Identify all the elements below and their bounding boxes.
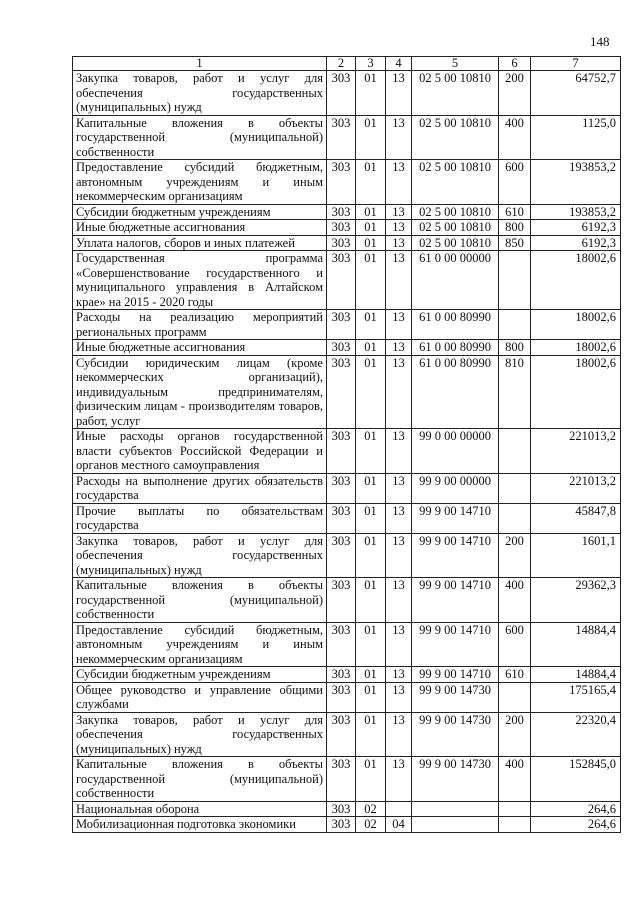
row-target-article-cell: 99 9 00 14710 — [412, 578, 499, 623]
table-row — [73, 115, 621, 160]
row-name-cell: Иные расходы органов государственной власти субъектов Российской Федерации и органов местного самоуправления — [73, 429, 327, 474]
row-section-cell: 01 — [356, 340, 386, 356]
table-row — [73, 355, 621, 429]
row-target-article-cell: 02 5 00 10810 — [412, 71, 499, 116]
row-target-article-cell: 99 9 00 14730 — [412, 682, 499, 712]
row-target-article-cell: 99 9 00 14730 — [412, 712, 499, 757]
row-subsection-cell: 13 — [386, 757, 412, 802]
row-amount-cell: 18002,6 — [531, 251, 621, 310]
row-admin-code-cell: 303 — [327, 682, 356, 712]
row-expense-type-cell: 600 — [499, 622, 531, 667]
row-amount-cell: 14884,4 — [531, 667, 621, 683]
table-row — [73, 757, 621, 802]
row-target-article-cell: 99 9 00 14710 — [412, 622, 499, 667]
row-expense-type-cell — [499, 682, 531, 712]
row-name-cell: Субсидии юридическим лицам (кроме некоммерческих организаций), индивидуальным предпринимателям, физическим лицам - производителям товаров, работ, услуг — [73, 355, 327, 429]
row-admin-code-cell: 303 — [327, 712, 356, 757]
row-section-cell: 01 — [356, 310, 386, 340]
row-amount-cell: 18002,6 — [531, 310, 621, 340]
row-section-cell: 01 — [356, 578, 386, 623]
row-admin-code-cell: 303 — [327, 667, 356, 683]
row-target-article-cell: 99 9 00 14730 — [412, 757, 499, 802]
row-admin-code-cell: 303 — [327, 429, 356, 474]
column-header: 6 — [499, 57, 531, 71]
row-subsection-cell: 13 — [386, 533, 412, 578]
row-name-cell: Капитальные вложения в объекты государственной (муниципальной) собственности — [73, 578, 327, 623]
row-subsection-cell: 13 — [386, 429, 412, 474]
row-admin-code-cell: 303 — [327, 622, 356, 667]
row-name-cell: Субсидии бюджетным учреждениям — [73, 204, 327, 220]
row-subsection-cell: 13 — [386, 160, 412, 205]
table-row — [73, 503, 621, 533]
row-section-cell: 01 — [356, 115, 386, 160]
row-expense-type-cell — [499, 503, 531, 533]
table-row — [73, 429, 621, 474]
row-expense-type-cell: 850 — [499, 235, 531, 251]
row-name-cell: Закупка товаров, работ и услуг для обеспечения государственных (муниципальных) нужд — [73, 71, 327, 116]
row-target-article-cell: 99 9 00 14710 — [412, 503, 499, 533]
row-subsection-cell: 13 — [386, 473, 412, 503]
row-target-article-cell: 99 9 00 00000 — [412, 473, 499, 503]
table-row — [73, 473, 621, 503]
row-section-cell: 01 — [356, 757, 386, 802]
table-row — [73, 801, 621, 817]
table-row — [73, 251, 621, 310]
row-subsection-cell: 13 — [386, 220, 412, 236]
row-amount-cell: 6192,3 — [531, 220, 621, 236]
row-expense-type-cell: 200 — [499, 71, 531, 116]
row-expense-type-cell: 800 — [499, 340, 531, 356]
table-row — [73, 160, 621, 205]
column-header: 5 — [412, 57, 499, 71]
row-subsection-cell: 13 — [386, 712, 412, 757]
row-section-cell: 01 — [356, 473, 386, 503]
table-row — [73, 310, 621, 340]
row-name-cell: Предоставление субсидий бюджетным, автономным учреждениям и иным некоммерческим организациям — [73, 160, 327, 205]
row-subsection-cell: 13 — [386, 667, 412, 683]
row-admin-code-cell: 303 — [327, 503, 356, 533]
row-admin-code-cell: 303 — [327, 578, 356, 623]
row-target-article-cell: 61 0 00 80990 — [412, 355, 499, 429]
table-row — [73, 682, 621, 712]
row-section-cell: 01 — [356, 667, 386, 683]
column-header: 3 — [356, 57, 386, 71]
row-section-cell: 01 — [356, 503, 386, 533]
row-expense-type-cell: 200 — [499, 533, 531, 578]
row-name-cell: Капитальные вложения в объекты государственной (муниципальной) собственности — [73, 115, 327, 160]
row-section-cell: 01 — [356, 71, 386, 116]
row-target-article-cell: 02 5 00 10810 — [412, 204, 499, 220]
row-section-cell: 01 — [356, 204, 386, 220]
table-row — [73, 622, 621, 667]
row-expense-type-cell: 800 — [499, 220, 531, 236]
row-section-cell: 01 — [356, 622, 386, 667]
row-name-cell: Иные бюджетные ассигнования — [73, 340, 327, 356]
table-row — [73, 235, 621, 251]
row-subsection-cell: 13 — [386, 503, 412, 533]
row-subsection-cell: 13 — [386, 71, 412, 116]
row-target-article-cell: 02 5 00 10810 — [412, 235, 499, 251]
row-expense-type-cell: 400 — [499, 115, 531, 160]
table-row — [73, 220, 621, 236]
row-target-article-cell: 61 0 00 00000 — [412, 251, 499, 310]
row-amount-cell: 1125,0 — [531, 115, 621, 160]
row-name-cell: Мобилизационная подготовка экономики — [73, 817, 327, 833]
row-target-article-cell: 99 9 00 14710 — [412, 533, 499, 578]
row-section-cell: 02 — [356, 817, 386, 833]
row-expense-type-cell — [499, 473, 531, 503]
row-name-cell: Закупка товаров, работ и услуг для обеспечения государственных (муниципальных) нужд — [73, 712, 327, 757]
row-amount-cell: 22320,4 — [531, 712, 621, 757]
row-expense-type-cell: 400 — [499, 757, 531, 802]
row-admin-code-cell: 303 — [327, 533, 356, 578]
row-amount-cell: 193853,2 — [531, 160, 621, 205]
row-section-cell: 01 — [356, 235, 386, 251]
row-section-cell: 01 — [356, 160, 386, 205]
row-admin-code-cell: 303 — [327, 757, 356, 802]
row-section-cell: 01 — [356, 355, 386, 429]
row-amount-cell: 45847,8 — [531, 503, 621, 533]
row-target-article-cell: 61 0 00 80990 — [412, 340, 499, 356]
row-subsection-cell: 13 — [386, 682, 412, 712]
column-header: 2 — [327, 57, 356, 71]
row-amount-cell: 18002,6 — [531, 355, 621, 429]
row-amount-cell: 6192,3 — [531, 235, 621, 251]
row-expense-type-cell: 600 — [499, 160, 531, 205]
row-subsection-cell: 13 — [386, 355, 412, 429]
row-subsection-cell: 13 — [386, 204, 412, 220]
row-subsection-cell: 13 — [386, 235, 412, 251]
row-subsection-cell — [386, 801, 412, 817]
row-expense-type-cell: 610 — [499, 204, 531, 220]
table-row — [73, 667, 621, 683]
row-name-cell: Уплата налогов, сборов и иных платежей — [73, 235, 327, 251]
table-row — [73, 340, 621, 356]
table-row — [73, 712, 621, 757]
row-expense-type-cell: 610 — [499, 667, 531, 683]
row-expense-type-cell — [499, 429, 531, 474]
table-header-row — [73, 57, 621, 71]
row-target-article-cell: 99 0 00 00000 — [412, 429, 499, 474]
row-subsection-cell: 13 — [386, 251, 412, 310]
row-name-cell: Предоставление субсидий бюджетным, автономным учреждениям и иным некоммерческим организациям — [73, 622, 327, 667]
row-name-cell: Национальная оборона — [73, 801, 327, 817]
row-admin-code-cell: 303 — [327, 801, 356, 817]
row-section-cell: 01 — [356, 251, 386, 310]
row-amount-cell: 193853,2 — [531, 204, 621, 220]
row-amount-cell: 152845,0 — [531, 757, 621, 802]
row-target-article-cell: 02 5 00 10810 — [412, 115, 499, 160]
table-row — [73, 533, 621, 578]
row-subsection-cell: 13 — [386, 578, 412, 623]
table-row — [73, 204, 621, 220]
row-amount-cell: 221013,2 — [531, 429, 621, 474]
row-name-cell: Капитальные вложения в объекты государственной (муниципальной) собственности — [73, 757, 327, 802]
row-section-cell: 02 — [356, 801, 386, 817]
row-expense-type-cell: 400 — [499, 578, 531, 623]
row-name-cell: Прочие выплаты по обязательствам государства — [73, 503, 327, 533]
row-expense-type-cell: 810 — [499, 355, 531, 429]
row-name-cell: Закупка товаров, работ и услуг для обеспечения государственных (муниципальных) нужд — [73, 533, 327, 578]
row-name-cell: Иные бюджетные ассигнования — [73, 220, 327, 236]
row-target-article-cell — [412, 817, 499, 833]
row-amount-cell: 221013,2 — [531, 473, 621, 503]
row-name-cell: Государственная программа «Совершенствование государственного и муниципального управления в Алтайском крае» на 2015 - 2020 годы — [73, 251, 327, 310]
row-section-cell: 01 — [356, 712, 386, 757]
row-section-cell: 01 — [356, 220, 386, 236]
row-section-cell: 01 — [356, 429, 386, 474]
column-header: 1 — [73, 57, 327, 71]
row-subsection-cell: 13 — [386, 115, 412, 160]
table-row — [73, 817, 621, 833]
row-subsection-cell: 04 — [386, 817, 412, 833]
row-name-cell: Субсидии бюджетным учреждениям — [73, 667, 327, 683]
row-amount-cell: 175165,4 — [531, 682, 621, 712]
row-admin-code-cell: 303 — [327, 340, 356, 356]
row-subsection-cell: 13 — [386, 340, 412, 356]
budget-table — [72, 56, 621, 833]
row-expense-type-cell — [499, 801, 531, 817]
row-name-cell: Расходы на реализацию мероприятий региональных программ — [73, 310, 327, 340]
row-amount-cell: 14884,4 — [531, 622, 621, 667]
row-admin-code-cell: 303 — [327, 220, 356, 236]
row-subsection-cell: 13 — [386, 310, 412, 340]
row-target-article-cell — [412, 801, 499, 817]
row-expense-type-cell: 200 — [499, 712, 531, 757]
row-section-cell: 01 — [356, 533, 386, 578]
row-amount-cell: 64752,7 — [531, 71, 621, 116]
row-target-article-cell: 99 9 00 14710 — [412, 667, 499, 683]
row-admin-code-cell: 303 — [327, 204, 356, 220]
row-admin-code-cell: 303 — [327, 817, 356, 833]
row-target-article-cell: 61 0 00 80990 — [412, 310, 499, 340]
table-row — [73, 71, 621, 116]
row-admin-code-cell: 303 — [327, 160, 356, 205]
row-admin-code-cell: 303 — [327, 115, 356, 160]
row-name-cell: Общее руководство и управление общими службами — [73, 682, 327, 712]
row-admin-code-cell: 303 — [327, 473, 356, 503]
table-row — [73, 578, 621, 623]
row-amount-cell: 29362,3 — [531, 578, 621, 623]
row-amount-cell: 264,6 — [531, 817, 621, 833]
row-amount-cell: 264,6 — [531, 801, 621, 817]
page-number: 148 — [590, 34, 610, 49]
column-header: 7 — [531, 57, 621, 71]
row-subsection-cell: 13 — [386, 622, 412, 667]
row-name-cell: Расходы на выполнение других обязательств государства — [73, 473, 327, 503]
row-admin-code-cell: 303 — [327, 251, 356, 310]
row-expense-type-cell — [499, 310, 531, 340]
row-admin-code-cell: 303 — [327, 235, 356, 251]
row-amount-cell: 18002,6 — [531, 340, 621, 356]
row-target-article-cell: 02 5 00 10810 — [412, 160, 499, 205]
row-expense-type-cell — [499, 817, 531, 833]
column-header: 4 — [386, 57, 412, 71]
row-admin-code-cell: 303 — [327, 355, 356, 429]
row-expense-type-cell — [499, 251, 531, 310]
row-amount-cell: 1601,1 — [531, 533, 621, 578]
row-target-article-cell: 02 5 00 10810 — [412, 220, 499, 236]
row-section-cell: 01 — [356, 682, 386, 712]
row-admin-code-cell: 303 — [327, 310, 356, 340]
row-admin-code-cell: 303 — [327, 71, 356, 116]
